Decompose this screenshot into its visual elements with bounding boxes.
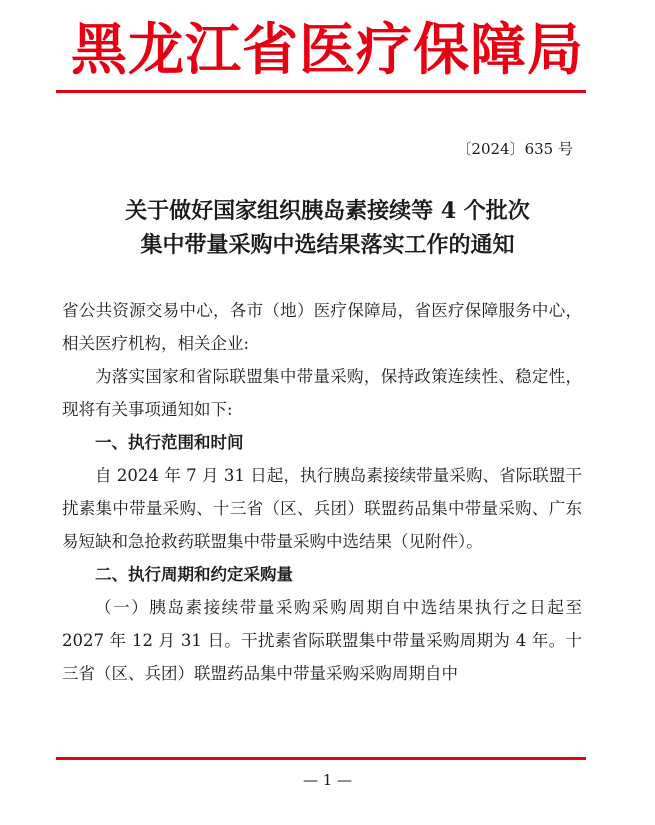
- document-body: [62, 294, 582, 690]
- title-line-1: 关于做好国家组织胰岛素接续等 4 个批次: [125, 198, 530, 224]
- section-1-paragraph: 自 2024 年 7 月 31 日起，执行胰岛素接续带量采购、省际联盟干扰素集中带量采购、十三省（区、兵团）联盟药品集中带量采购、广东易短缺和急抢救药联盟集中带量采购中选结果（见附件）。: [62, 466, 582, 551]
- section-2-heading: 二、执行周期和约定采购量: [95, 565, 293, 584]
- document-title: [0, 194, 655, 262]
- recipients-paragraph: 省公共资源交易中心，各市（地）医疗保障局，省医疗保障服务中心，相关医疗机构，相关企业:: [62, 301, 582, 353]
- agency-header: 黑龙江省医疗保障局: [71, 17, 584, 83]
- intro-paragraph: 为落实国家和省际联盟集中带量采购，保持政策连续性、稳定性，现将有关事项通知如下:: [62, 367, 582, 419]
- section-1-heading: 一、执行范围和时间: [95, 433, 244, 452]
- page-number: — 1 —: [302, 771, 353, 789]
- section-2-paragraph: （一）胰岛素接续带量采购采购周期自中选结果执行之日起至 2027 年 12 月 31 日。干扰素省际联盟集中带量采购周期为 4 年。十三省（区、兵团）联盟药品集中带量采购采购周期自中: [62, 598, 582, 683]
- footer-red-rule: [56, 757, 586, 760]
- title-line-2: 集中带量采购中选结果落实工作的通知: [140, 232, 515, 258]
- header-red-rule: [56, 90, 586, 93]
- document-number: 〔2024〕635 号: [456, 140, 573, 158]
